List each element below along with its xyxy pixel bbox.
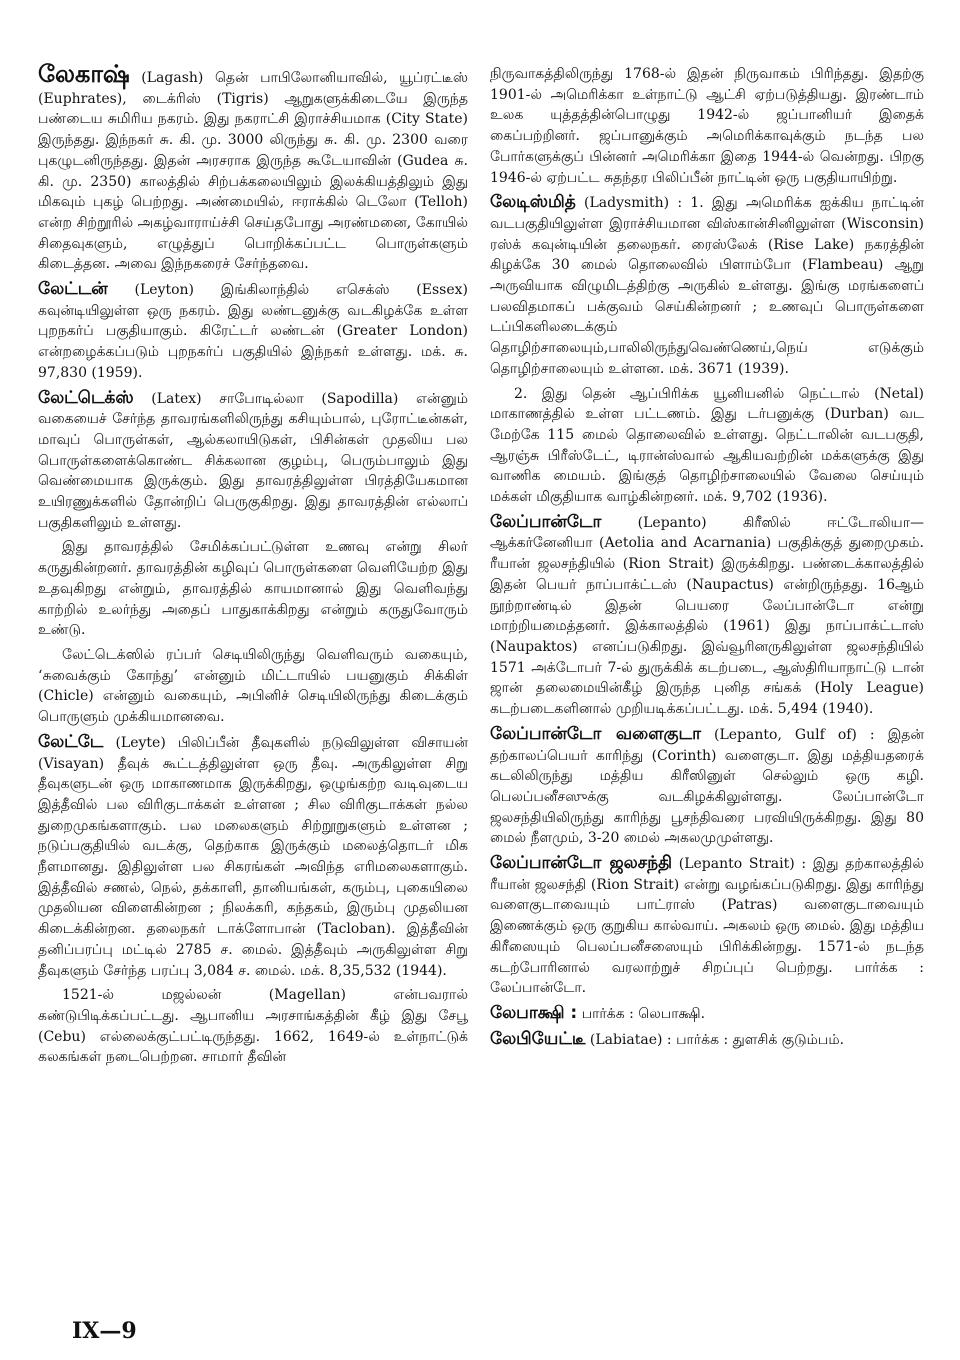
- entry-headword: லேடிஸ்மித்: [490, 192, 576, 213]
- entry-paragraph: [490, 384, 924, 508]
- left-column: [38, 60, 469, 1072]
- entry-text: (Lepanto Strait) : இது தற்காலத்தில் ரீயான் ஜலசந்தி (Rion Strait) என்று வழங்கப்படுகிறது. இது காரிந்து வளைகுடாவையும் பாட்ராஸ் (Patras) வளைகுடாவையும் இணைக்கும் ஒரு குறுகிய கால்வாய். அகலம் ஒரு மைல். இது மத்திய கிரீஸையும் பெலப்பனீசஸையும் பிரிக்கின்றது. 1571-ல் நடந்த கடற்போரினால் வரலாற்றுச் சிறப்புப் பெற்றது. பார்க்க : லேப்பான்டோ.: [490, 856, 924, 997]
- dictionary-entry: [490, 1029, 924, 1051]
- entry-headword: லேட்டெக்ஸ்: [38, 387, 134, 408]
- entry-headword: லேட்டே: [38, 731, 104, 752]
- page-folio: IX—9: [72, 1318, 137, 1344]
- dictionary-entry: [490, 192, 924, 379]
- entry-headword: லேப்பான்டோ வளைகுடா: [490, 723, 701, 744]
- dictionary-entry: [38, 279, 468, 384]
- entry-text: (Lagash) தென் பாபிலோனியாவில், யூப்ரட்டீஸ் (Euphrates), டைக்ரிஸ் (Tigris) ஆறுகளுக்கிடையே இருந்த பண்டைய சுமிரிய நகரம். இது நகராட்சி இராச்சியமாக (City State) இருந்தது. இந்நகர் சு. கி. மு. 3000 லிருந்து சு. கி. மு. 2300 வரை புகழுடனிருந்தது. இதன் அரசராக இருந்த கூடேயாவின் (Gudea சு. கி. மு. 2350) காலத்தில் சிற்பக்கலையிலும் இலக்கியத்திலும் இது மிகவும் புகழ் பெற்றது. அண்மையில், ஈராக்கில் டெலோ (Telloh) என்ற சிற்றூரில் அகழ்வாராய்ச்சி செய்தபோது அரண்மனை, கோயில் சிதைவுகளும், எழுத்துப் பொறிக்கப்பட்ட பொருள்களும் கிடைத்தன. அவை இந்நகரைச் சேர்ந்தவை.: [38, 70, 468, 273]
- entry-headword: லேப்பான்டோ ஜலசந்தி: [490, 853, 673, 874]
- entry-headword: லேபாக்ஷி :: [490, 1002, 578, 1023]
- dictionary-entry: [490, 724, 924, 849]
- dictionary-entry: [38, 60, 468, 275]
- dictionary-entry: [490, 512, 924, 720]
- entry-text: (Lepanto, Gulf of) : இதன் தற்காலப்பெயர் காரிந்து (Corinth) வளைகுடா. இது மத்தியதரைக் கடலிலிருந்து மத்திய கிரீஸினுள் செல்லும் ஒரு கழி. பெலப்பனீசஸுக்கு வடகிழக்கிலுள்ளது. லேப்பான்டோ ஜலசந்தியிலிருந்து காரிந்து பூசந்திவரை பரவியிருக்கிறது. இது 80 மைல் நீளமும், 3-20 மைல் அகலமுமுள்ளது.: [490, 726, 925, 847]
- entry-text: லேட்டெக்ஸில் ரப்பர் செடியிலிருந்து வெளிவரும் வகையும், ‘சுவைக்கும் கோந்து’ என்னும் மிட்டாயில் பயனுகும் சிக்கிள் (Chicle) என்னும் வகையும், அபினிச் செடியிலிருந்து கிடைக்கும் பொருளும் முக்கியமானவை.: [38, 646, 468, 726]
- entry-text: (Leyte) பிலிப்பீன் தீவுகளில் நடுவிலுள்ள விசாயன் (Visayan) தீவுக் கூட்டத்திலுள்ள ஒரு தீவு. அருகிலுள்ள சிறு தீவுகளுடன் ஒரு மாகாணமாக இருக்கிறது, ஒழுங்கற்ற வடிவுடைய இத்தீவில் பல விரிகுடாக்கள் உள்ளன ; சில விரிகுடாக்கள் நல்ல துறைமுகங்களாகும். பல மலைகளும் சிற்றூறுகளும் உள்ளன ; நடுப்பகுதியில் வடக்கு, தெற்காக இருக்கும் மலைத்தொடர் மிக நீளமானது. இதிலுள்ள பல சிகரங்கள் அவிந்த எரிமலைகளாகும். இத்தீவில் சணல், நெல், தக்காளி, தானியங்கள், கரும்பு, புகையிலை முதலியன விளைகின்றன ; நிலக்கரி, கந்தகம், இரும்பு முதலியன கிடைக்கின்றன. தலைநகர் டாக்ளோபான் (Tacloban). இத்தீவின் தனிப்பரப்பு மட்டில் 2785 ச. மைல். இத்தீவும் அருகிலுள்ள சிறு தீவுகளும் சேர்ந்த பரப்பு 3,084 ச. மைல். மக். 8,35,532 (1944).: [38, 734, 468, 979]
- entry-headword: லேபியேட்டீ: [490, 1028, 586, 1049]
- entry-text: பார்க்க : லெபாக்ஷி.: [581, 1005, 706, 1022]
- entry-text: நிருவாகத்திலிருந்து 1768-ல் இதன் நிருவாகம் பிரிந்தது. இதற்கு 1901-ல் அமெரிக்கா உள்நாட்டு ஆட்சி ஏற்படுத்தியது. இரண்டாம் உலக யுத்தத்தின்பொழுது 1942-ல் ஜப்பானியர் இதைக் கைப்பற்றினர். ஜப்பானுக்கும் அமெரிக்காவுக்கும் நடந்த பல போர்களுக்குப் பின்னர் அமெரிக்கா இதை 1944-ல் வென்றது. பிறகு 1946-ல் ஏற்பட்ட சுதந்தர பிலிப்பீன் நாட்டின் ஒரு பகுதியாயிற்று.: [490, 66, 924, 186]
- entry-paragraph: [490, 64, 924, 188]
- dictionary-entry: [38, 732, 468, 981]
- dictionary-entry: [490, 853, 924, 999]
- entry-text: (Ladysmith) : 1. இது அமெரிக்க ஐக்கிய நாட்டின் வடபகுதியிலுள்ள இராச்சியமான விஸ்கான்சினிலுள்ள (Wisconsin) ரஸ்க் கவுன்டியின் தலைநகர். ரைஸ்லேக் (Rise Lake) நகரத்தின் கிழக்கே 30 மைல் தொலைவில் பிளாம்போ (Flambeau) ஆறு அருவியாக விழுமிடத்திற்கு அருகில் உள்ளது. இங்கு மரங்களைப் பலவிதமாகப் பக்குவம் செய்கின்றனர் ; உணவுப் பொருள்களை டப்பிகளிலடைக்கும் தொழிற்சாலையும்,பாலிலிருந்துவெண்ணெய்,நெய் எடுக்கும் தொழிற்சாலையும் உள்ளன. மக். 3671 (1939).: [490, 195, 924, 377]
- entry-text: (Leyton) இங்கிலாந்தில் எசெக்ஸ் (Essex) கவுன்டியிலுள்ள ஒரு நகரம். இது லண்டனுக்கு வடகிழக்கே உள்ள புறநகர்ப் பகுதியாகும். கிரேட்டர் லண்டன் (Greater London) என்றழைக்கப்படும் புறநகர்ப் பகுதியில் இந்நகர் உள்ளது. மக். சு. 97,830 (1959).: [38, 282, 468, 381]
- entry-headword: லேட்டன்: [38, 279, 108, 300]
- dictionary-entry: [490, 1003, 924, 1025]
- right-column: [490, 64, 924, 1054]
- entry-headword: லேகாஷ்: [38, 60, 130, 88]
- entry-paragraph: [38, 985, 468, 1068]
- entry-headword: லேப்பான்டோ: [490, 511, 602, 532]
- entry-text: 1521-ல் மஜல்லன் (Magellan) என்பவரால் கண்டுபிடிக்கப்பட்டது. ஆபானிய அரசாங்கத்தின் கீழ் இது சேபூ (Cebu) எல்லைக்குட்பட்டிருந்தது. 1662, 1649-ல் உள்நாட்டுக் கலகங்கள் நடைபெற்றன. சாமார் தீவின்: [38, 987, 468, 1066]
- entry-text: 2. இது தென் ஆப்பிரிக்க யூனியனில் நெட்டால் (Netal) மாகாணத்தில் உள்ள பட்டணம். இது டர்பனுக்கு (Durban) வட மேற்கே 115 மைல் தொலைவில் உள்ளது. நெட்டாலின் வடபகுதி, ஆரஞ்சு பிரீஸ்டேட், டிரான்ஸ்வால் ஆகியவற்றின் மக்களுக்கு இது வாணிக மையம். இங்குத் தொழிற்சாலையில் வேலை செய்யும் மக்கள் மிகுதியாக வாழ்கின்றனர். மக். 9,702 (1936).: [490, 385, 924, 506]
- entry-text: (Lepanto) கிரீஸில் ஈட்டோலியா—ஆக்கர்னேனியா (Aetolia and Acarnania) பகுதிக்குத் துறைமுகம். ரீயான் ஜலசந்தியில் (Rion Strait) இருக்கிறது. பண்டைக்காலத்தில் இதன் பெயர் நாப்பாக்ட்டஸ் (Naupactus) என்றிருந்தது. 16ஆம் நூற்றாண்டில் இதன் பெயரை லேப்பான்டோ என்று மாற்றியமைத்தனர். இக்காலத்தில் (1961) இது நாப்பாக்ட்டாஸ் (Naupaktos) எனப்படுகிறது. இவ்வூரினருகிலுள்ள ஜலசந்தியில் 1571 அக்டோபர் 7-ல் துருக்கிக் கடற்படை, ஆஸ்திரியாநாட்டு டான் ஜான் தலைமையின்கீழ் இருந்த புனித சங்கக் (Holy League) கடற்படைகளினால் முறியடிக்கப்பட்டது. மக். 5,494 (1940).: [490, 514, 925, 718]
- dictionary-entry: [38, 388, 468, 534]
- entry-text: (Latex) சாபோடில்லா (Sapodilla) என்னும் வகையைச் சேர்ந்த தாவரங்களிலிருந்து கசியும்பால், புரோட்டீன்கள், மாவுப் பொருள்கள், ஆல்கலாயிடுகள், பிசின்கள் முதலிய பல பொருள்களைக்கொண்ட சிக்கலான குழம்பு, பெரும்பாலும் இது வெண்மையாக இருக்கும். இது தாவரத்திலுள்ள பிரத்தியேகமான உயிரணுக்களில் தோன்றிப் பெருகுகிறது. இது தாவரத்தின் எல்லாப் பகுதிகளிலும் உள்ளது.: [38, 390, 469, 531]
- entry-text: இது தாவரத்தில் சேமிக்கப்பட்டுள்ள உணவு என்று சிலர் கருதுகின்றனர். தாவரத்தின் கழிவுப் பொருள்களை வெளியேற்ற இது உதவுகிறது என்றும், தாவரத்தில் காயமானால் இது வெளிவந்து காற்றில் உலர்ந்து அதைப் பாதுகாக்கிறது என்றும் கருதுவோரும் உண்டு.: [38, 539, 468, 639]
- entry-text: (Labiatae) : பார்க்க : துளசிக் குடும்பம்.: [589, 1031, 845, 1048]
- entry-paragraph: [38, 645, 468, 728]
- entry-paragraph: [38, 537, 468, 641]
